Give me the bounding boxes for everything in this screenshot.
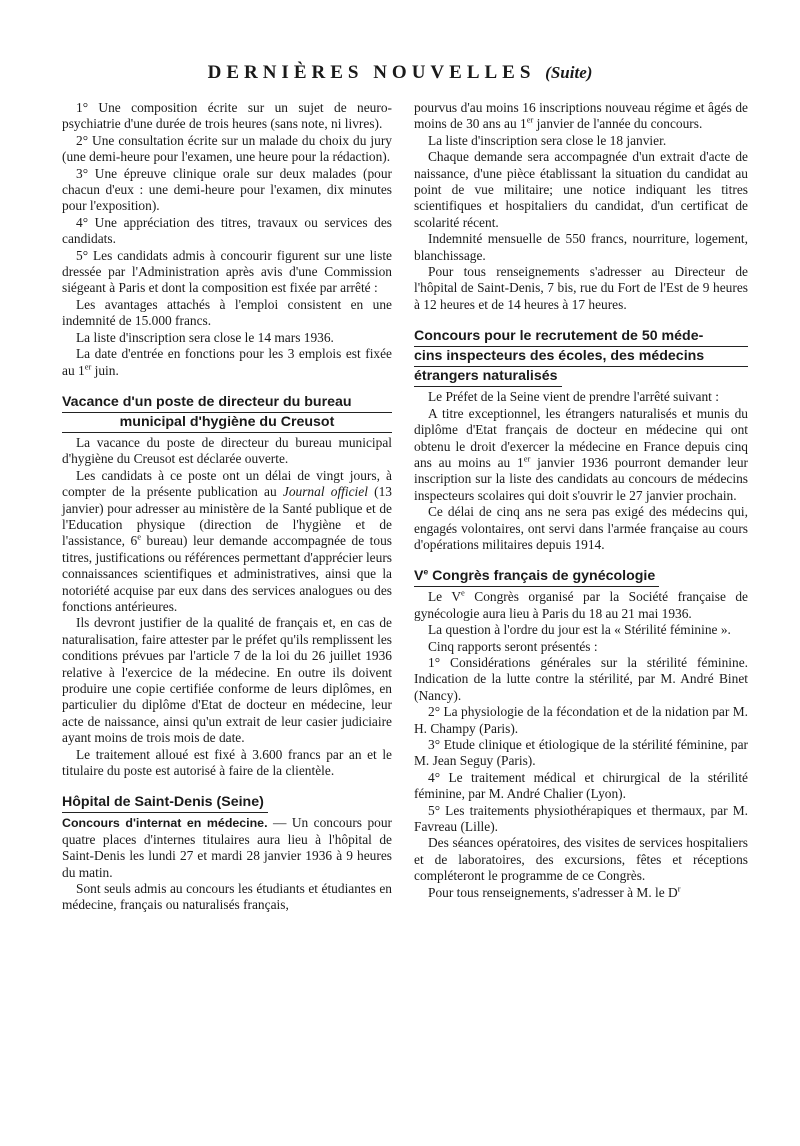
section-title-line: étrangers naturalisés <box>414 367 562 387</box>
list-item: 3° Etude clinique et étiologique de la stérilité féminine, par M. Jean Seguy (Paris). <box>414 737 748 769</box>
text-run: janvier 1936 pourront demander leur inscription sur la liste des candidats au concours de médecins inspecteurs scolaires qui doit s'ouvrir le 27 janvier prochain. <box>414 454 749 503</box>
paragraph: Chaque demande sera accompagnée d'un extrait d'acte de naissance, d'une pièce établissant la situation du candidat au point de vue militaire; une notice indiquant les titres scientifiques et hospitaliers du candidat, d'un certificat de scolarité récent. <box>414 149 748 230</box>
superscript: e <box>423 566 429 577</box>
list-item: 5° Les candidats admis à concourir figurent sur une liste dressée par l'Administration après avis d'une Commission siégeant à Paris et dont la composition est fixée par arrêté : <box>62 247 392 296</box>
paragraph: Sont seuls admis au concours les étudiants et étudiantes en médecine, français ou naturalisés français, <box>62 881 392 913</box>
list-item: 4° Le traitement médical et chirurgical de la stérilité féminine, par M. André Chalier (Lyon). <box>414 769 748 802</box>
list-item: 3° Une épreuve clinique orale sur deux malades (pour chacun d'eux : une demi-heure pour l'examen, dix minutes pour l'exposition). <box>62 165 392 214</box>
text-run: Pour tous renseignements, s'adresser à M. le D <box>428 884 678 900</box>
section-title-line: cins inspecteurs des écoles, des médecins <box>414 347 748 367</box>
running-head-title: DERNIÈRES NOUVELLES <box>207 62 536 83</box>
section-title-line <box>414 567 659 587</box>
text-run: bureau) leur demande accompagnée de tous titres, justifications ou références permettant d'apprécier leurs connaissances scientifiques et administratives, ainsi que la notoriété acquise par eux dans des services analogues ou des fonctions antérieures. <box>62 533 392 614</box>
list-item: 2° La physiologie de la fécondation et de la nidation par M. H. Champy (Paris). <box>414 704 748 736</box>
list-item: 5° Les traitements physiothérapiques et thermaux, par M. Favreau (Lille). <box>414 802 748 835</box>
paragraph: Indemnité mensuelle de 550 francs, nourriture, logement, blanchissage. <box>414 231 748 263</box>
superscript: er <box>523 453 531 464</box>
text-run: Congrès français de gynécologie <box>428 568 656 585</box>
text-run: Congrès organisé par la Société française de gynécologie aura lieu à Paris du 18 au 21 mai 1936. <box>414 589 748 621</box>
paragraph: Des séances opératoires, des visites de services hospitaliers et de laboratoires, des excursions, fêtes et réceptions compléteront le programme de ce Congrès. <box>414 835 748 884</box>
paragraph: Ils devront justifier de la qualité de français et, en cas de naturalisation, faire attester par le préfet qu'ils remplissent les conditions prévues par l'article 7 de la loi du 26 juillet 1936 relative à l'exercice de la médecine. En outre ils doivent produire une copie certifiée conforme de leurs diplômes, en particulier du diplôme d'Etat de docteur en médecine, leur acte de naissance, ainsi qu'un extrait de leur casier judiciaire ayant moins de trois mois de date. <box>62 615 392 746</box>
superscript: e <box>137 531 142 542</box>
subsection-lead: Concours d'internat en médecine. <box>62 816 268 831</box>
section-title-stdenis <box>62 793 392 813</box>
list-item: 4° Une appréciation des titres, travaux ou services des candidats. <box>62 214 392 247</box>
paragraph: Pour tous renseignements s'adresser au Directeur de l'hôpital de Saint-Denis, 7 bis, rue du Fort de l'Est de 9 heures à 12 heures et de 14 heures à 17 heures. <box>414 264 748 312</box>
paragraph <box>62 468 392 616</box>
paragraph: Les avantages attachés à l'emploi consistent en une indemnité de 15.000 francs. <box>62 296 392 329</box>
running-head-suite: (Suite) <box>545 63 593 82</box>
section-title-creusot <box>62 393 392 433</box>
paragraph: Le Préfet de la Seine vient de prendre l'arrêté suivant : <box>428 389 719 405</box>
text-run: janvier de l'année du concours. <box>533 116 703 132</box>
paragraph <box>414 589 748 622</box>
list-item: 1° Une composition écrite sur un sujet de neuro-psychiatrie d'une durée de trois heures (sans note, ni livres). <box>62 100 392 132</box>
journal-name: Journal officiel <box>282 484 368 500</box>
paragraph: La question à l'ordre du jour est la « Stérilité féminine ». <box>428 622 731 638</box>
running-head <box>0 62 800 84</box>
text-run: pourvus d'au moins 16 inscriptions nouveau régime et âgés de moins de 30 ans au 1 <box>414 100 748 132</box>
superscript: e <box>461 587 465 598</box>
list-item: 1° Considérations générales sur la stérilité féminine. Indication de la lutte contre la stérilité, par M. André Binet (Nancy). <box>414 654 748 703</box>
paragraph <box>414 406 748 504</box>
section-title-concours <box>414 327 748 387</box>
paragraph <box>62 815 392 881</box>
section-title-congres <box>414 567 748 587</box>
section-title-line: Vacance d'un poste de directeur du bureau <box>62 393 392 413</box>
paragraph: La liste d'inscription sera close le 14 mars 1936. <box>76 329 334 345</box>
section-title-line: Hôpital de Saint-Denis (Seine) <box>62 793 268 813</box>
left-column <box>62 100 392 914</box>
text-run: Le V <box>428 589 462 605</box>
paragraph: Le traitement alloué est fixé à 3.600 francs par an et le titulaire du poste est autorisé à faire de la clientèle. <box>62 746 392 779</box>
paragraph: La vacance du poste de directeur du bureau municipal d'hygiène du Creusot est déclarée ouverte. <box>62 434 392 467</box>
text-run: Les candidats à ce poste ont un délai de vingt jours, à compter de la présente publication au <box>62 467 392 500</box>
text-run: (13 janvier) pour adresser au ministère de la Santé publique et de l'Education physique (direction de l'hygiène et de l'assistance, 6 <box>62 484 392 549</box>
paragraph <box>414 885 748 901</box>
superscript: r <box>677 883 681 894</box>
paragraph <box>414 100 748 133</box>
superscript: er <box>84 361 92 372</box>
text-run: A titre exceptionnel, les étrangers naturalisés et munis du diplôme d'Etat français de docteur en médecine qui ont obtenu le droit d'exercer la médecine en France depuis cinq ans au moins au 1 <box>414 405 748 470</box>
text-run: La date d'entrée en fonctions pour les 3 emplois est fixée au 1 <box>62 346 392 378</box>
section-title-line: Concours pour le recrutement de 50 méde- <box>414 327 748 347</box>
list-item: 2° Une consultation écrite sur un malade du choix du jury (une demi-heure pour l'examen, une heure pour la rédaction). <box>62 132 392 165</box>
paragraph: Ce délai de cinq ans ne sera pas exigé des médecins qui, engagés volontaires, ont servi dans l'armée française au cours d'opérations militaires depuis 1914. <box>414 504 748 552</box>
text-run: V <box>414 568 424 585</box>
paragraph <box>62 346 392 379</box>
text-run: juin. <box>91 362 119 378</box>
section-title-line: municipal d'hygiène du Creusot <box>62 413 392 433</box>
right-column <box>414 100 748 901</box>
text-run: — Un concours pour quatre places d'internes titulaires aura lieu à l'hôpital de Saint-Denis les lundi 27 et mardi 28 janvier 1936 à 9 heures du matin. <box>62 815 393 880</box>
paragraph: La liste d'inscription sera close le 18 janvier. <box>428 132 667 148</box>
superscript: er <box>526 114 534 125</box>
paragraph: Cinq rapports seront présentés : <box>428 638 598 654</box>
